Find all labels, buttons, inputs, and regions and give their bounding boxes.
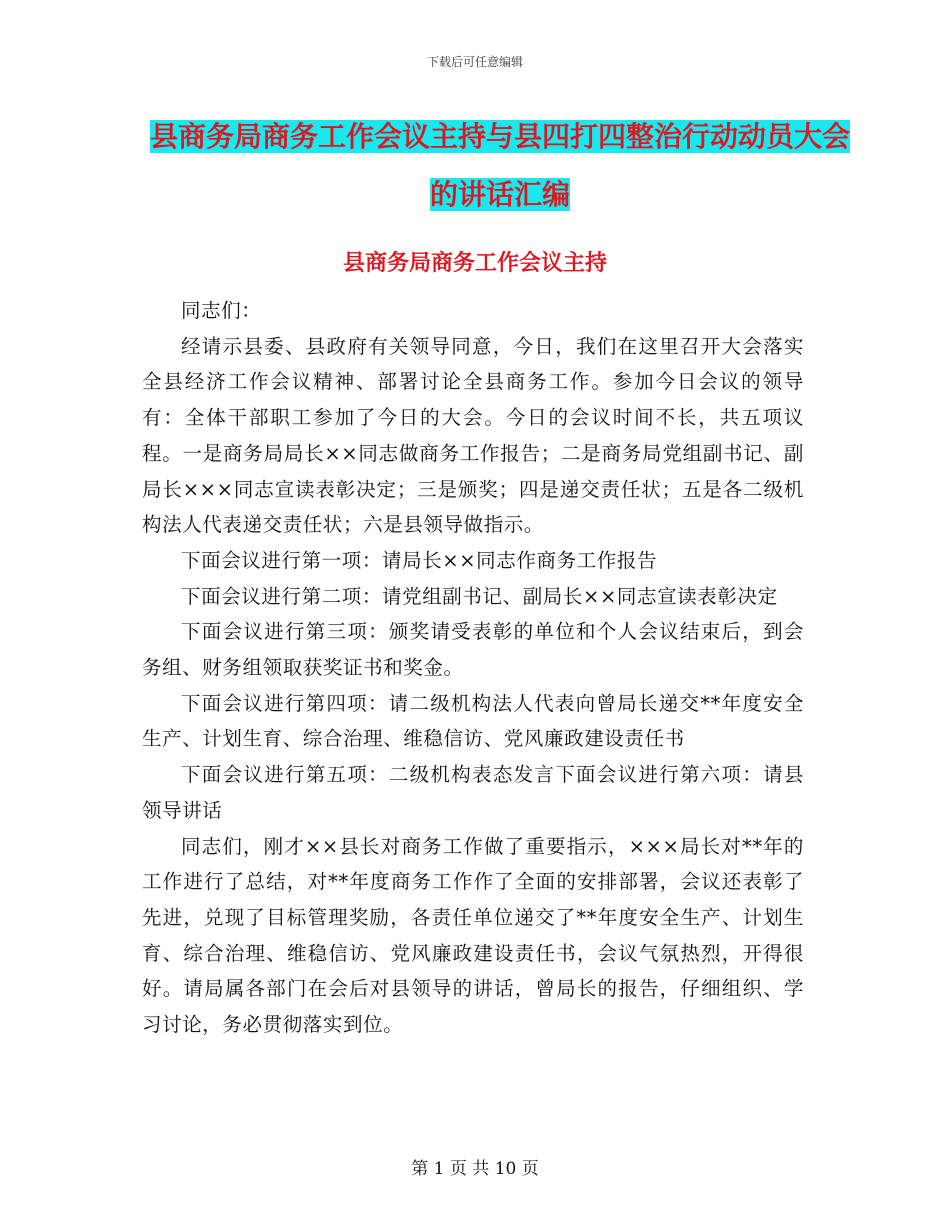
document-body [142,293,804,1043]
paragraph-salutation: 同志们： [181,299,262,322]
page-number: 第 1 页 共 10 页 [411,1159,539,1179]
paragraph: 下面会议进行第一项：请局长××同志作商务工作报告 [181,548,658,572]
document-title-text: 县商务局商务工作会议主持与县四打四整治行动动员大会的讲话汇编 [149,120,850,211]
paragraph: 下面会议进行第三项：颁奖请受表彰的单位和个人会议结束后，到会务组、财务组领取获奖证书和奖金。 [142,620,804,680]
paragraph: 同志们，刚才××县长对商务工作做了重要指示，×××局长对**年的工作进行了总结，对**年度商务工作作了全面的安排部署，会议还表彰了先进，兑现了目标管理奖励，各责任单位递交了**年度安全生产、计划生育、综合治理、维稳信访、党风廉政建设责任书，会议气氛热烈，开得很好。请局属各部门在会后对县领导的讲话，曾局长的报告，仔细组织、学习讨论，务必贯彻落实到位。 [142,834,804,1037]
paragraph: 经请示县委、县政府有关领导同意，今日，我们在这里召开大会落实全县经济工作会议精神、部署讨论全县商务工作。参加今日会议的领导有：全体干部职工参加了今日的大会。今日的会议时间不长，共五项议程。一是商务局局长××同志做商务工作报告；二是商务局党组副书记、副局长×××同志宣读表彰决定；三是颁奖；四是递交责任状；五是各二级机构法人代表递交责任状；六是县领导做指示。 [142,334,804,537]
document-title [140,108,860,224]
section-title: 县商务局商务工作会议主持 [342,251,607,276]
paragraph: 下面会议进行第四项：请二级机构法人代表向曾局长递交**年度安全生产、计划生育、综合治理、维稳信访、党风廉政建设责任书 [142,691,804,751]
paragraph: 下面会议进行第二项：请党组副书记、副局长××同志宣读表彰决定 [181,584,778,608]
header-note: 下载后可任意编辑 [426,55,523,69]
paragraph: 下面会议进行第五项：二级机构表态发言下面会议进行第六项：请县领导讲话 [142,763,804,822]
